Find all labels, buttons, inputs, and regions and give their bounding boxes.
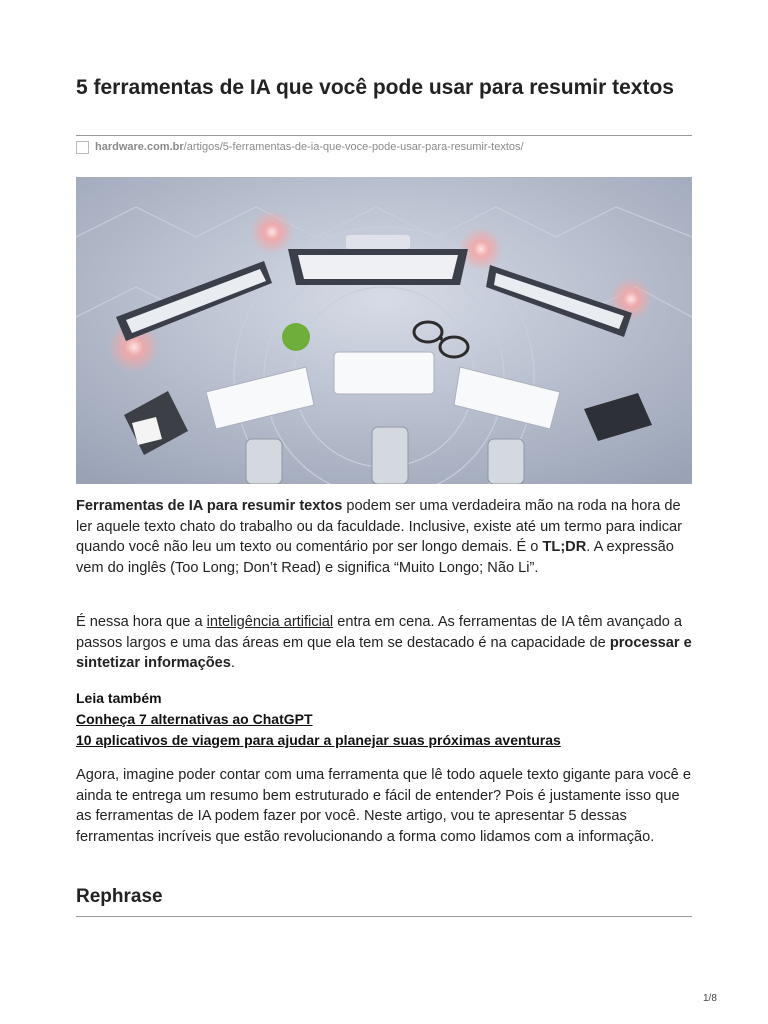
- intro-paragraph: [76, 496, 692, 578]
- article-title: 5 ferramentas de IA que você pode usar para resumir textos: [76, 76, 674, 99]
- section-heading: Rephrase: [76, 886, 163, 907]
- related-link-chatgpt[interactable]: Conheça 7 alternativas ao ChatGPT: [76, 711, 313, 727]
- section-divider: [76, 916, 692, 917]
- intro-bold-1: Ferramentas de IA para resumir textos: [76, 498, 343, 514]
- ai-paragraph: [76, 612, 692, 674]
- title-divider: [76, 135, 692, 136]
- related-heading: Leia também: [76, 690, 162, 706]
- ai-bold: processar e sintetizar informações: [76, 634, 692, 671]
- ai-text-1: É nessa hora que a: [76, 614, 207, 630]
- source-path: /artigos/5-ferramentas-de-ia-que-voce-pode-usar-para-resumir-textos/: [183, 141, 524, 153]
- related-link-travel[interactable]: 10 aplicativos de viagem para ajudar a planejar suas próximas aventuras: [76, 732, 561, 748]
- intro-text-1: podem ser uma verdadeira mão na roda na hora de ler aquele texto chato do trabalho ou da faculdade. Inclusive, existe até um termo para indicar quando você não leu um texto ou comentário por ser longo demais. É o: [76, 498, 683, 555]
- favicon-icon: [76, 141, 89, 154]
- page-number: 1/8: [703, 993, 717, 1004]
- source-url[interactable]: [76, 139, 524, 155]
- hero-image: [76, 177, 692, 484]
- source-domain: hardware.com.br: [95, 141, 184, 153]
- ai-link[interactable]: inteligência artificial: [206, 614, 334, 630]
- tools-paragraph: [76, 765, 692, 847]
- ai-text-3: .: [230, 655, 235, 671]
- related-links: [76, 688, 692, 751]
- tools-text: Agora, imagine poder contar com uma ferramenta que lê todo aquele texto gigante para você e ainda te entrega um resumo bem estruturado e fácil de entender? Pois é justamente isso que as ferramentas de IA podem fazer por você. Neste artigo, vou te apresentar 5 dessas ferramentas incríveis que estão revolucionando a forma como lidamos com a informação.: [76, 767, 691, 845]
- ai-text-2: entra em cena. As ferramentas de IA têm avançado a passos largos e uma das áreas em que ela tem se destacado é na capacidade de: [76, 614, 682, 651]
- intro-text-2: . A expressão vem do inglês (Too Long; Don’t Read) e significa “Muito Longo; Não Li”.: [76, 539, 674, 576]
- intro-bold-2: TL;DR: [542, 539, 587, 555]
